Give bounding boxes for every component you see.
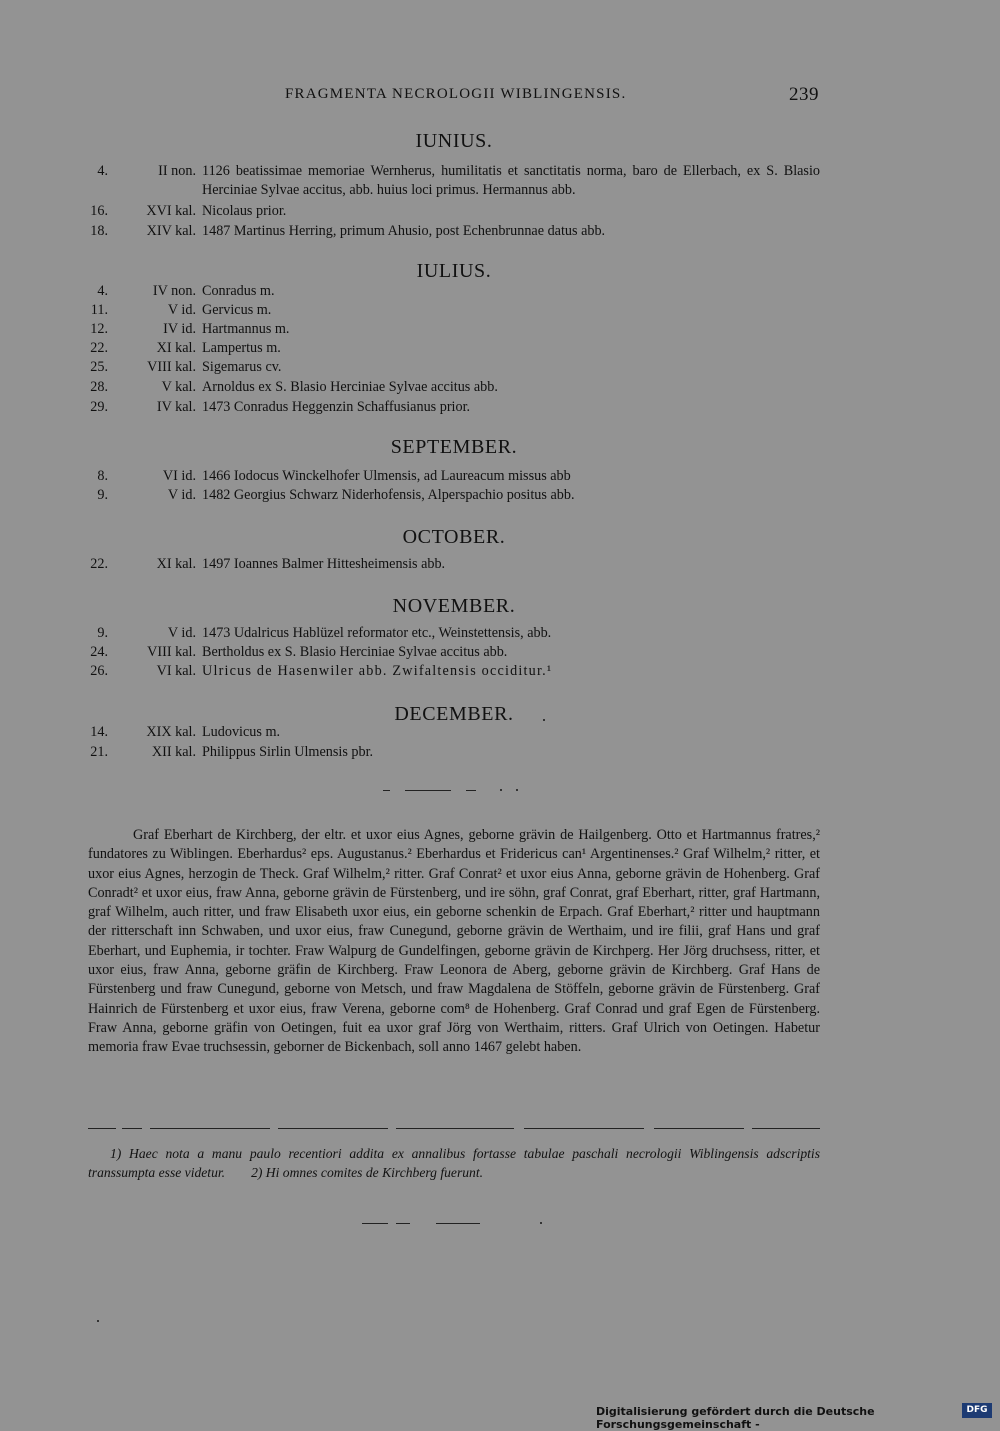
running-head: FRAGMENTA NECROLOGII WIBLINGENSIS.: [285, 86, 627, 102]
entry-day: 18.: [90, 223, 108, 239]
end-divider-rule: [396, 1223, 410, 1224]
entry-day: 16.: [90, 203, 108, 219]
entry-text: Ulricus de Hasenwiler abb. Zwifaltensis occiditur.¹: [202, 663, 553, 679]
entry-roman-date: V kal.: [161, 379, 196, 395]
entry-roman-date: XIX kal.: [146, 724, 196, 740]
page-number: 239: [789, 84, 819, 105]
entry-day: 22.: [90, 340, 108, 356]
scan-speck: [500, 789, 502, 791]
entry-roman-date: VI kal.: [156, 663, 196, 679]
footnote-rule: [122, 1128, 142, 1129]
entry-roman-date: II non.: [158, 163, 196, 179]
entry-roman-date: IV non.: [152, 283, 196, 299]
entry-roman-date: XI kal.: [156, 340, 196, 356]
entry-text: 1482 Georgius Schwarz Niderhofensis, Alperspachio positus abb.: [202, 487, 575, 503]
scan-speck: [540, 1222, 542, 1224]
divider-rule: [383, 790, 390, 791]
entry-text: Arnoldus ex S. Blasio Herciniae Sylvae accitus abb.: [202, 379, 498, 395]
entry-day: 12.: [90, 321, 108, 337]
entry-text: 1473 Conradus Heggenzin Schaffusianus prior.: [202, 399, 471, 415]
footnote-1: 1) Haec nota a manu paulo recentiori addita ex annalibus fortasse tabulae paschali necrologii Wiblingensis adscriptis transsumpta esse videtur.: [88, 1146, 820, 1180]
entry-day: 22.: [90, 556, 108, 572]
entry-text: Philippus Sirlin Ulmensis pbr.: [202, 744, 374, 760]
entry-roman-date: V id.: [167, 487, 196, 503]
footnote-rule: [524, 1128, 644, 1129]
entry-day: 4.: [97, 163, 108, 179]
entry-day: 11.: [90, 302, 108, 318]
entry-roman-date: V id.: [167, 302, 196, 318]
entry-text: 1487 Martinus Herring, primum Ahusio, post Echenbrunnae datus abb.: [202, 223, 606, 239]
scan-speck: [97, 1320, 99, 1322]
entry-roman-date: XII kal.: [151, 744, 196, 760]
entry-text: Hartmannus m.: [202, 321, 290, 337]
footnote-rule: [88, 1128, 116, 1129]
entry-roman-date: V id.: [167, 625, 196, 641]
entry-roman-date: VIII kal.: [147, 644, 196, 660]
end-divider-rule: [362, 1223, 388, 1224]
entry-text: Lampertus m.: [202, 340, 281, 356]
month-heading-december: DECEMBER.: [394, 703, 514, 725]
funding-note: Digitalisierung gefördert durch die Deutsche Forschungsgemeinschaft -: [596, 1405, 875, 1431]
entry-day: 9.: [97, 625, 108, 641]
month-heading-iunius: IUNIUS.: [415, 130, 493, 152]
entry-day: 28.: [90, 379, 108, 395]
entry-roman-date: XI kal.: [156, 556, 196, 572]
entry-day: 26.: [90, 663, 108, 679]
entry-day: 29.: [90, 399, 108, 415]
entry-text: Gervicus m.: [202, 302, 272, 318]
entry-text: Nicolaus prior.: [202, 203, 287, 219]
footnote-2: 2) Hi omnes comites de Kirchberg fuerunt.: [251, 1165, 484, 1180]
month-heading-november: NOVEMBER.: [392, 595, 516, 617]
entry-day: 8.: [97, 468, 108, 484]
entry-text: 1497 Ioannes Balmer Hittesheimensis abb.: [202, 556, 446, 572]
entry-day: 4.: [97, 283, 108, 299]
scan-speck: [543, 719, 545, 721]
entry-text: 1473 Udalricus Hablüzel reformator etc., Weinstettensis, abb.: [202, 625, 552, 641]
entry-day: 9.: [97, 487, 108, 503]
appendix-paragraph: Graf Eberhart de Kirchberg, der eltr. et uxor eius Agnes, geborne grävin de Hailgenberg. Otto et Hartmannus fratres,² fundatores zu Wiblingen. Eberhardus² eps. Augustanus.² Eberhardus et Fridericus can¹ Argentinenses.² Graf Wilhelm,² ritter, et uxor eius Agnes, herzogin de Theck. Graf Wilhelm,² ritter. Graf Conrat² et uxor eius Anna, geborne grävin de Hohenberg. Graf Conradt² et uxor eius, fraw Anna, geborne grävin de Fürstenberg, und ire söhn, graf Conrat, graf Eberhart, ritter, graf Hartmann, graf Wilhelm, auch ritter, und fraw Elisabeth uxor eius, ein geborne schenkin de Erpach. Graf Eberhart,² ritter und hauptmann der ritterschaft inn Schwaben, und uxor eius, fraw Cunegund, geborne grävin de Werthaim, und ire filii, graf Hans und graf Eberhart, und Euphemia, ir tochter. Fraw Walpurg de Gundelfingen, geborne grävin de Kirchperg. Her Jörg druchsess, ritter, et uxor eius, fraw Anna, geborne gräfin de Kirchberg. Fraw Leonora de Aberg, geborne grävin de Kirchberg. Graf Hans de Fürstenberg und fraw Cunegund, geborne von Metsch, und fraw Magdalena de Stöffeln, geborne grävin de Fürstenberg. Graf Hainrich de Fürstenberg et uxor eius, fraw Verena, geborne com⁸ de Hohenberg. Graf Conrad und graf Egen de Fürstenberg. Fraw Anna, geborne gräfin von Oetingen, fuit ea uxor graf Jörg von Werthaim, ritters. Graf Ulrich von Oetingen. Habetur memoria fraw Evae truchsessin, geborner de Bickenbach, soll anno 1467 gelebt haben.: [88, 827, 820, 1056]
entry-day: 21.: [90, 744, 108, 760]
entry-text: 1466 Iodocus Winckelhofer Ulmensis, ad Laureacum missus abb: [202, 468, 571, 484]
entry-roman-date: IV id.: [163, 321, 196, 337]
entry-text: Sigemarus cv.: [202, 359, 282, 375]
footnote-rule: [654, 1128, 744, 1129]
month-heading-october: OCTOBER.: [402, 526, 506, 548]
footnote-rule: [752, 1128, 820, 1129]
entry-roman-date: VIII kal.: [147, 359, 196, 375]
entry-text: Ludovicus m.: [202, 724, 281, 740]
entry-text: Conradus m.: [202, 283, 275, 299]
entry-roman-date: XVI kal.: [146, 203, 196, 219]
dfg-logo: DFG: [962, 1403, 992, 1418]
entry-day: 25.: [90, 359, 108, 375]
entry-text: Bertholdus ex S. Blasio Herciniae Sylvae accitus abb.: [202, 644, 508, 660]
month-heading-september: SEPTEMBER.: [390, 436, 518, 458]
entry-roman-date: XIV kal.: [146, 223, 196, 239]
end-divider-rule: [436, 1223, 480, 1224]
entry-roman-date: VI id.: [162, 468, 196, 484]
entry-day: 14.: [90, 724, 108, 740]
divider-rule: [466, 790, 476, 791]
footnote-rule: [396, 1128, 514, 1129]
footnotes: [88, 1144, 820, 1182]
entry-roman-date: IV kal.: [156, 399, 196, 415]
month-heading-iulius: IULIUS.: [416, 260, 492, 282]
divider-rule: [405, 790, 451, 791]
scan-speck: [516, 789, 518, 791]
footnote-rule: [278, 1128, 388, 1129]
footnote-rule: [150, 1128, 270, 1129]
entry-day: 24.: [90, 644, 108, 660]
entry-text: 1126 beatissimae memoriae Wernherus, humilitatis et sanctitatis norma, baro de Ellerbach, ex S. Blasio Herciniae Sylvae accitus, abb. huius loci primus. Hermannus abb.: [202, 163, 820, 198]
